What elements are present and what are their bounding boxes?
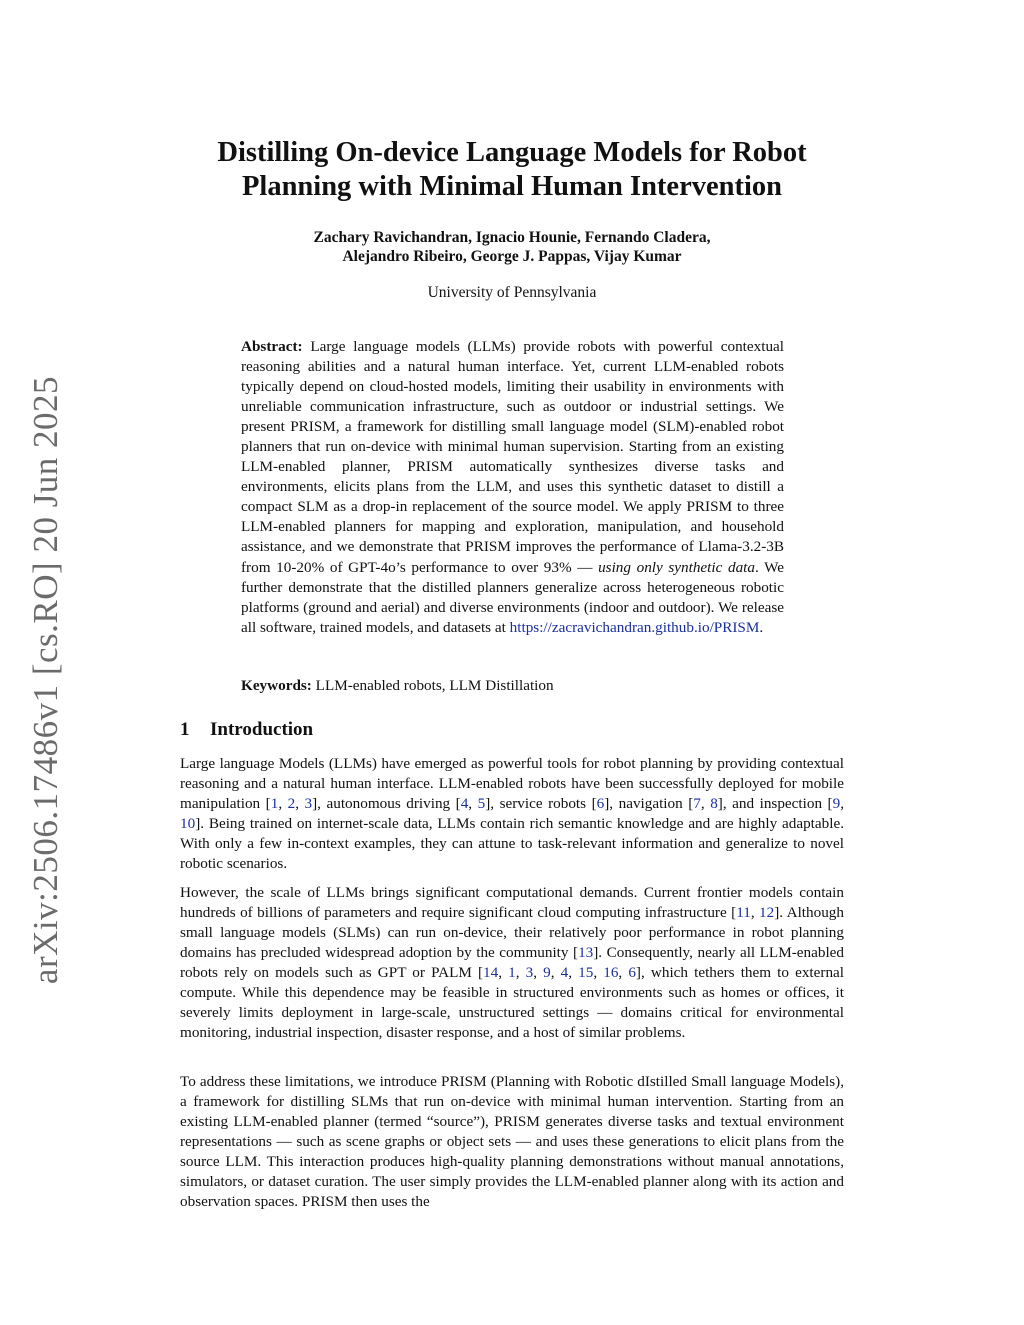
abstract-emphasis: using only synthetic data [598,558,755,576]
prism-name: PRISM [465,538,511,556]
citation-link[interactable]: 11 [736,904,751,922]
citation-link[interactable]: 8 [710,795,718,813]
para-text: ], service robots [ [485,795,597,813]
separator: , [750,904,760,922]
para-text: However, the scale of LLMs brings significant computational demands. Current frontier models contain hundreds of billions of parameters and require significant cloud computing infrastructure [ [180,884,844,922]
project-url-link[interactable]: https://zacravichandran.github.io/PRISM [509,618,760,636]
separator: , [515,964,526,982]
prism-name: PRISM [441,1073,487,1090]
para-text: (Planning with Robotic dIstilled Small language Models), a framework for distilling SLMs that run on-device with minimal human intervention. Starting from an existing LLM-enabled planner (termed “source”), [180,1073,844,1131]
abstract-text-5: improves the performance of Llama-3.2-3B from 10-20% of GPT-4o’s performance to over 93% — [241,538,785,576]
abstract-text-2: , a framework for distilling small language model (SLM)-enabled robot planners that run on-device with minimal human supervision. Starting from an existing LLM-enabled planner, [241,418,785,476]
intro-paragraph-1 [180,754,844,874]
citation-link[interactable]: 12 [759,904,775,922]
separator: , [840,795,844,813]
title-line-2: Planning with Minimal Human Intervention [242,171,782,202]
para-text: ]. Although small language models (SLMs) can run on-device, their relatively poor performance in robot planning domains has precluded widespread adoption by the community [ [180,904,844,962]
separator: , [278,795,288,813]
para-text: ], navigation [ [604,795,694,813]
para-text: ]. Consequently, nearly all LLM-enabled robots rely on models such as GPT or PALM [ [180,944,844,982]
citation-link[interactable]: 1 [270,795,279,813]
prism-name: PRISM [686,498,733,516]
citation-link[interactable]: 3 [304,795,313,813]
prism-name: PRISM [407,458,453,476]
para-text: ]. Being trained on internet-scale data, LLMs contain rich semantic knowledge and are highly adaptable. With only a few in-context examples, they can attune to task-relevant information and generalize to novel robotic scenarios. [180,815,844,873]
abstract-text-4: to three LLM-enabled planners for mapping and exploration, manipulation, and household assistance, and we demonstrate that [241,498,785,556]
section-number: 1 [180,719,190,740]
citation-link[interactable]: 3 [525,964,534,982]
para-text: ], and inspection [ [717,795,833,813]
separator: , [498,964,509,982]
title-line-1: Distilling On-device Language Models for Robot [217,137,807,168]
affiliation: University of Pennsylvania [427,284,597,301]
paper-title [180,136,844,204]
citation-link[interactable]: 7 [693,795,701,813]
para-text: ], autonomous driving [ [312,795,461,813]
separator: , [568,964,579,982]
arxiv-sidebar [22,375,70,985]
prism-name: PRISM [301,1193,348,1211]
intro-paragraph-2 [180,883,844,1043]
citation-link[interactable]: 6 [596,795,605,813]
separator: , [550,964,561,982]
citation-link[interactable]: 6 [628,964,636,982]
para-text: then uses the [351,1193,430,1211]
keywords [241,676,784,696]
citation-link[interactable]: 2 [287,795,296,813]
authors-line-2: Alejandro Ribeiro, George J. Pappas, Vijay Kumar [342,248,682,265]
arxiv-identifier: arXiv:2506.17486v1 [cs.RO] 20 Jun 2025 [26,375,65,985]
separator: , [700,795,711,813]
section-heading [180,719,313,741]
citation-link[interactable]: 9 [832,795,841,813]
separator: , [468,795,478,813]
citation-link[interactable]: 14 [483,964,499,982]
separator: , [618,964,629,982]
abstract-text-3: automatically synthesizes diverse tasks and environments, elicits plans from the LLM, and uses this synthetic dataset to distill a compact SLM as a drop-in replacement of the source model. We apply [241,458,784,516]
citation-link[interactable]: 4 [560,964,569,982]
prism-name: PRISM [290,418,336,436]
intro-paragraph-3 [180,1072,844,1212]
prism-name: PRISM [494,1113,540,1131]
citation-link[interactable]: 16 [603,964,619,982]
para-text: Large language Models (LLMs) have emerged as powerful tools for robot planning by providing contextual reasoning and a natural human interface. LLM-enabled robots have been successfully deployed for mobile manipulation [ [180,755,844,813]
abstract [241,337,784,638]
citation-link[interactable]: 1 [508,964,516,982]
abstract-text-7: . [759,618,764,636]
keywords-text: LLM-enabled robots, LLM Distillation [315,677,554,694]
authors-line-1: Zachary Ravichandran, Ignacio Hounie, Fernando Cladera, [313,229,711,246]
section-title: Introduction [210,719,314,740]
citation-link[interactable]: 4 [460,795,469,813]
author-list [180,228,844,266]
citation-link[interactable]: 9 [543,964,551,982]
separator: , [295,795,305,813]
abstract-label: Abstract: [241,338,303,355]
para-text: ], which tethers them to external compute. While this dependence may be feasible in structured environments such as homes or offices, it severely limits deployment in large-scale, unstructured settings — domains critical for environmental monitoring, industrial inspection, disaster response, and a host of similar problems. [180,964,845,1042]
para-text: To address these limitations, we introduce [180,1073,437,1090]
citation-link[interactable]: 13 [578,944,594,962]
abstract-text-6: . We further demonstrate that the distilled planners generalize across heterogeneous robotic platforms (ground and aerial) and diverse environments (indoor and outdoor). We release all software, trained models, and datasets at [241,558,784,636]
keywords-label: Keywords: [241,677,312,694]
separator: , [593,964,604,982]
citation-link[interactable]: 5 [477,795,486,813]
citation-link[interactable]: 10 [180,815,196,833]
separator: , [533,964,544,982]
citation-link[interactable]: 15 [578,964,594,982]
abstract-text-1: Large language models (LLMs) provide robots with powerful contextual reasoning abilities and a natural human interface. Yet, current LLM-enabled robots typically depend on cloud-hosted models, limiting their usability in environments with unreliable communication infrastructure, such as outdoor or industrial settings. We present [241,338,785,436]
para-text: generates diverse tasks and textual environment representations — such as scene graphs or object sets — and uses these generations to elicit plans from the source LLM. This interaction produces high-quality planning demonstrations without manual annotations, simulators, or dataset curation. The user simply provides the LLM-enabled planner along with its action and observation spaces. [180,1113,844,1211]
